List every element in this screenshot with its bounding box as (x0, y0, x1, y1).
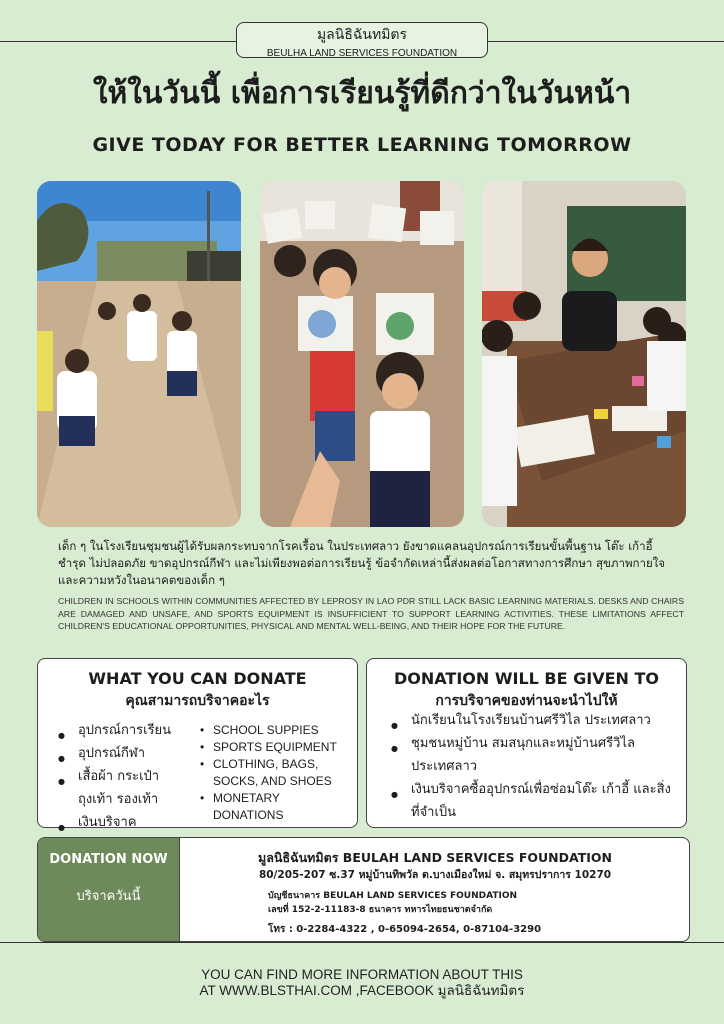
photo-classroom (482, 181, 686, 527)
recipients-list (389, 709, 679, 824)
org-name-box (236, 22, 488, 58)
list-item: ● เสื้อผ้า กระเป๋า ถุงเท้า รองเท้า (56, 765, 196, 811)
list-item: ● เงินบริจาคซื้ออุปกรณ์เพื่อซ่อมโต๊ะ เก้าอี้ และสิ่งที่จำเป็น (389, 778, 679, 824)
donation-recipients-card (366, 658, 687, 828)
what-you-can-donate-card (37, 658, 358, 828)
list-item: • SPORTS EQUIPMENT (199, 739, 349, 756)
donate-now-button[interactable] (38, 838, 180, 942)
list-item: ● เงินบริจาค (56, 811, 196, 834)
donate-title-english: WHAT YOU CAN DONATE (88, 669, 307, 688)
donate-now-thai-label: บริจาควันนี้ (76, 889, 141, 904)
more-info-footer (0, 967, 724, 999)
org-name-english: BEULHA LAND SERVICES FOUNDATION (266, 48, 458, 59)
contact-phone: โทร : 0-2284-4322 , 0-65094-2654, 0-87104-3290 (268, 924, 542, 935)
donate-title-thai: คุณสามารถบริจาคอะไร (125, 693, 270, 709)
list-item: ● นักเรียนในโรงเรียนบ้านศรีวิไล ประเทศลาว (389, 709, 679, 732)
list-item: ● ชุมชนหมู่บ้าน สมสนุกและหมู่บ้านศรีวิไล ประเทศลาว (389, 732, 679, 778)
photo-children-walking (37, 181, 241, 527)
list-item: ● อุปกรณ์กีฬา (56, 742, 196, 765)
donate-now-label: DONATION NOW (49, 852, 168, 867)
footer-line-1: YOU CAN FIND MORE INFORMATION ABOUT THIS (201, 967, 523, 982)
description-thai: เด็ก ๆ ในโรงเรียนชุมชนผู้ได้รับผลกระทบจากโรคเรื้อน ในประเทศลาว ยังขาดแคลนอุปกรณ์การเรียนขั้นพื้นฐาน โต๊ะ เก้าอี้ ชำรุด ไม่ปลอดภัย ขาดอุปกรณ์กีฬา และไม่เพียงพอต่อการเรียนรู้ ข้อจำกัดเหล่านี้ส่งผลต่อโอกาสทางการศึกษา สุขภาพกายใจ และความหวังในอนาคตของเด็ก ๆ (58, 539, 666, 587)
description-english: CHILDREN IN SCHOOLS WITHIN COMMUNITIES AFFECTED BY LEPROSY IN LAO PDR STILL LACK BASIC LEARNING MATERIALS. DESKS AND CHAIRS ARE DAMAGED AND UNSAFE, AND SPORTS EQUIPMENT IS INSUFFICIENT TO SUPPORT LEARNING ACTIVITIES. THESE LIMITATIONS AFFECT CHILDREN'S EDUCATIONAL OPPORTUNITIES, PHYSICAL AND MENTAL WELL-BEING, AND THEIR HOPE FOR THE FUTURE. (58, 596, 684, 631)
contact-org-name: มูลนิธิฉันทมิตร BEULAH LAND SERVICES FOUNDATION (258, 850, 612, 865)
headline-thai: ให้ในวันนี้ เพื่อการเรียนรู้ที่ดีกว่าในวันหน้า (92, 76, 632, 111)
list-item: • CLOTHING, BAGS, SOCKS, AND SHOES (199, 756, 349, 790)
bank-account-number: เลขที่ 152-2-11183-8 ธนาคาร ทหารไทยธนชาตจำกัด (268, 905, 493, 915)
footer-line-2[interactable]: AT WWW.BLSTHAI.COM ,FACEBOOK มูลนิธิฉันทมิตร (199, 983, 525, 998)
list-item: • MONETARY DONATIONS (199, 790, 349, 824)
donate-items-thai-list (56, 719, 196, 834)
contact-card (37, 837, 690, 942)
bank-account-name: บัญชีธนาคาร BEULAH LAND SERVICES FOUNDATION (268, 891, 518, 901)
donate-items-english-list (199, 722, 349, 824)
list-item: ● อุปกรณ์การเรียน (56, 719, 196, 742)
photo-children-paintings (260, 181, 464, 527)
headline-english: GIVE TODAY FOR BETTER LEARNING TOMORROW (92, 134, 632, 156)
recipients-title-thai: การบริจาคของท่านจะนำไปให้ (435, 693, 618, 709)
list-item: • SCHOOL SUPPIES (199, 722, 349, 739)
recipients-title-english: DONATION WILL BE GIVEN TO (394, 669, 659, 688)
contact-address: 80/205-207 ซ.37 หมู่บ้านทิพวัล ต.บางเมืองใหม่ จ. สมุทรปราการ 10270 (258, 869, 612, 881)
bottom-divider (0, 942, 724, 943)
org-name-thai: มูลนิธิฉันทมิตร (316, 27, 408, 43)
